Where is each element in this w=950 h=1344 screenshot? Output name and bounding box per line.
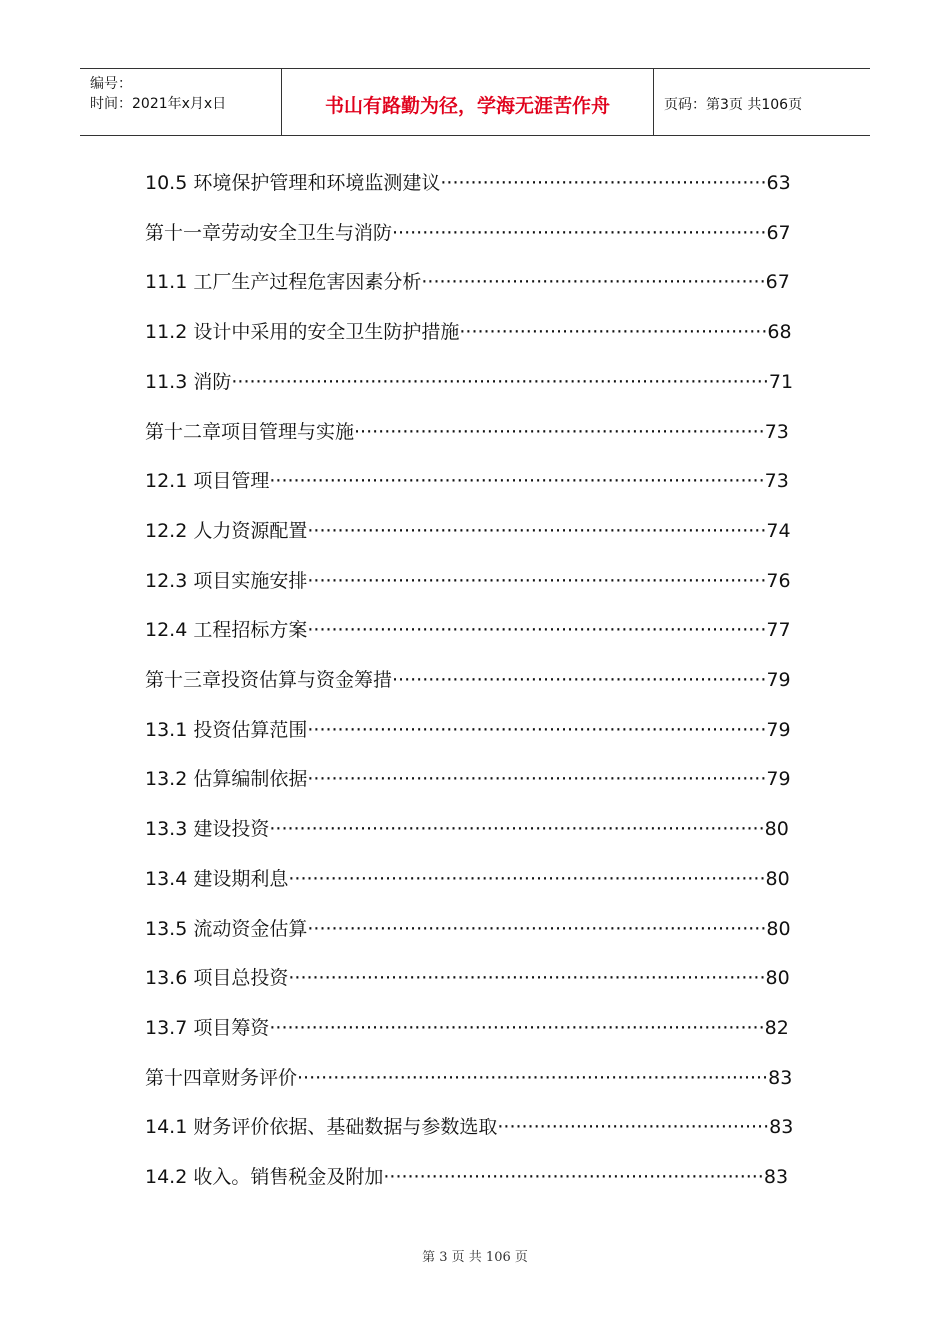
toc-page-number: 67: [766, 222, 791, 244]
toc-entry-label: 13.2 估算编制依据: [145, 768, 308, 790]
toc-entry[interactable]: [145, 466, 789, 496]
toc-page-number: 80: [765, 868, 790, 890]
toc-entry[interactable]: [145, 615, 791, 645]
toc-entry[interactable]: [145, 1013, 789, 1043]
toc-entry[interactable]: [145, 367, 793, 397]
toc-entry-label: 11.3 消防: [145, 371, 232, 393]
document-number-label: 编号：: [90, 76, 132, 92]
toc-entry[interactable]: [145, 317, 792, 347]
toc-entry-label: 13.7 项目筹资: [145, 1017, 270, 1039]
toc-leader-dots: ·························································: [421, 271, 766, 293]
header-motto-cell: [282, 69, 654, 135]
toc-page-number: 83: [769, 1116, 794, 1138]
toc-page-number: 83: [768, 1067, 793, 1089]
toc-entry-label: 第十三章投资估算与资金筹措: [145, 669, 393, 691]
page-footer: 第 3 页 共 106 页: [422, 1250, 528, 1265]
toc-entry-label: 第十二章项目管理与实施: [145, 421, 355, 443]
toc-page-number: 63: [766, 172, 791, 194]
toc-page-number: 73: [764, 470, 789, 492]
toc-entry-label: 13.6 项目总投资: [145, 967, 289, 989]
toc-leader-dots: ··················································································: [269, 1017, 765, 1039]
toc-entry-label: 第十一章劳动安全卫生与消防: [145, 222, 393, 244]
toc-entry-label: 13.1 投资估算范围: [145, 719, 308, 741]
toc-page-number: 68: [767, 321, 792, 343]
header-page-info: 页码：第3页 共106页: [664, 97, 803, 113]
toc-page-number: 79: [766, 719, 791, 741]
toc-entry[interactable]: [145, 914, 791, 944]
toc-leader-dots: ·············································: [497, 1116, 770, 1138]
toc-entry[interactable]: [145, 665, 791, 695]
toc-page-number: 74: [766, 520, 791, 542]
page-header: [80, 68, 870, 136]
toc-entry-label: 12.4 工程招标方案: [145, 619, 308, 641]
toc-entry[interactable]: [145, 267, 790, 297]
toc-leader-dots: ·························································································: [231, 371, 769, 393]
toc-entry[interactable]: [145, 963, 790, 993]
toc-leader-dots: ···················································: [459, 321, 768, 343]
toc-leader-dots: ···············································································: [288, 868, 766, 890]
toc-entry[interactable]: [145, 417, 789, 447]
toc-entry-label: 12.3 项目实施安排: [145, 570, 308, 592]
toc-entry-label: 14.2 收入。销售税金及附加: [145, 1166, 384, 1188]
header-meta-cell: [80, 69, 282, 135]
toc-entry[interactable]: [145, 715, 791, 745]
toc-leader-dots: ··············································································: [297, 1067, 769, 1089]
toc-leader-dots: ······················································: [440, 172, 767, 194]
toc-leader-dots: ············································································: [307, 520, 767, 542]
toc-page-number: 71: [768, 371, 794, 393]
toc-entry-label: 11.1 工厂生产过程危害因素分析: [145, 271, 422, 293]
toc-entry-label: 14.1 财务评价依据、基础数据与参数选取: [145, 1116, 498, 1138]
toc-entry-label: 13.4 建设期利息: [145, 868, 289, 890]
toc-leader-dots: ······························································: [392, 222, 767, 244]
toc-leader-dots: ············································································: [307, 768, 767, 790]
toc-leader-dots: ··················································································: [269, 818, 765, 840]
toc-leader-dots: ·······························································: [383, 1166, 764, 1188]
toc-page-number: 73: [764, 421, 789, 443]
toc-page-number: 76: [766, 570, 791, 592]
toc-leader-dots: ············································································: [307, 570, 767, 592]
header-motto: 书山有路勤为径，学海无涯苦作舟: [324, 95, 610, 117]
toc-entry-label: 13.3 建设投资: [145, 818, 270, 840]
toc-entry[interactable]: [145, 864, 790, 894]
toc-leader-dots: ··················································································: [269, 470, 765, 492]
toc-entry[interactable]: [145, 218, 791, 248]
toc-entry-label: 13.5 流动资金估算: [145, 918, 308, 940]
toc-page-number: 82: [764, 1017, 789, 1039]
toc-entry-label: 11.2 设计中采用的安全卫生防护措施: [145, 321, 460, 343]
document-date: 时间：2021年x月x日: [90, 96, 227, 112]
toc-entry[interactable]: [145, 566, 791, 596]
toc-entry[interactable]: [145, 764, 791, 794]
toc-entry[interactable]: [145, 1063, 792, 1093]
toc-leader-dots: ···············································································: [288, 967, 766, 989]
toc-entry[interactable]: [145, 1162, 788, 1192]
toc-leader-dots: ············································································: [307, 918, 767, 940]
toc-entry[interactable]: [145, 1112, 793, 1142]
header-page-cell: [654, 69, 870, 135]
toc-leader-dots: ······························································: [392, 669, 767, 691]
toc-entry-label: 12.1 项目管理: [145, 470, 270, 492]
toc-page-number: 80: [766, 918, 791, 940]
toc-page-number: 67: [765, 271, 790, 293]
toc-entry-label: 10.5 环境保护管理和环境监测建议: [145, 172, 441, 194]
toc-entry[interactable]: [145, 516, 791, 546]
toc-entry[interactable]: [145, 814, 789, 844]
toc-entry[interactable]: [145, 168, 791, 198]
toc-page-number: 80: [764, 818, 789, 840]
toc-entry-label: 12.2 人力资源配置: [145, 520, 308, 542]
toc-page-number: 83: [763, 1166, 789, 1188]
toc-page-number: 80: [765, 967, 790, 989]
toc-leader-dots: ············································································: [307, 619, 767, 641]
toc-entry-label: 第十四章财务评价: [145, 1067, 298, 1089]
toc-page-number: 79: [766, 768, 791, 790]
toc-leader-dots: ····································································: [354, 421, 765, 443]
toc-leader-dots: ············································································: [307, 719, 767, 741]
toc-page-number: 77: [766, 619, 791, 641]
toc-page-number: 79: [766, 669, 791, 691]
